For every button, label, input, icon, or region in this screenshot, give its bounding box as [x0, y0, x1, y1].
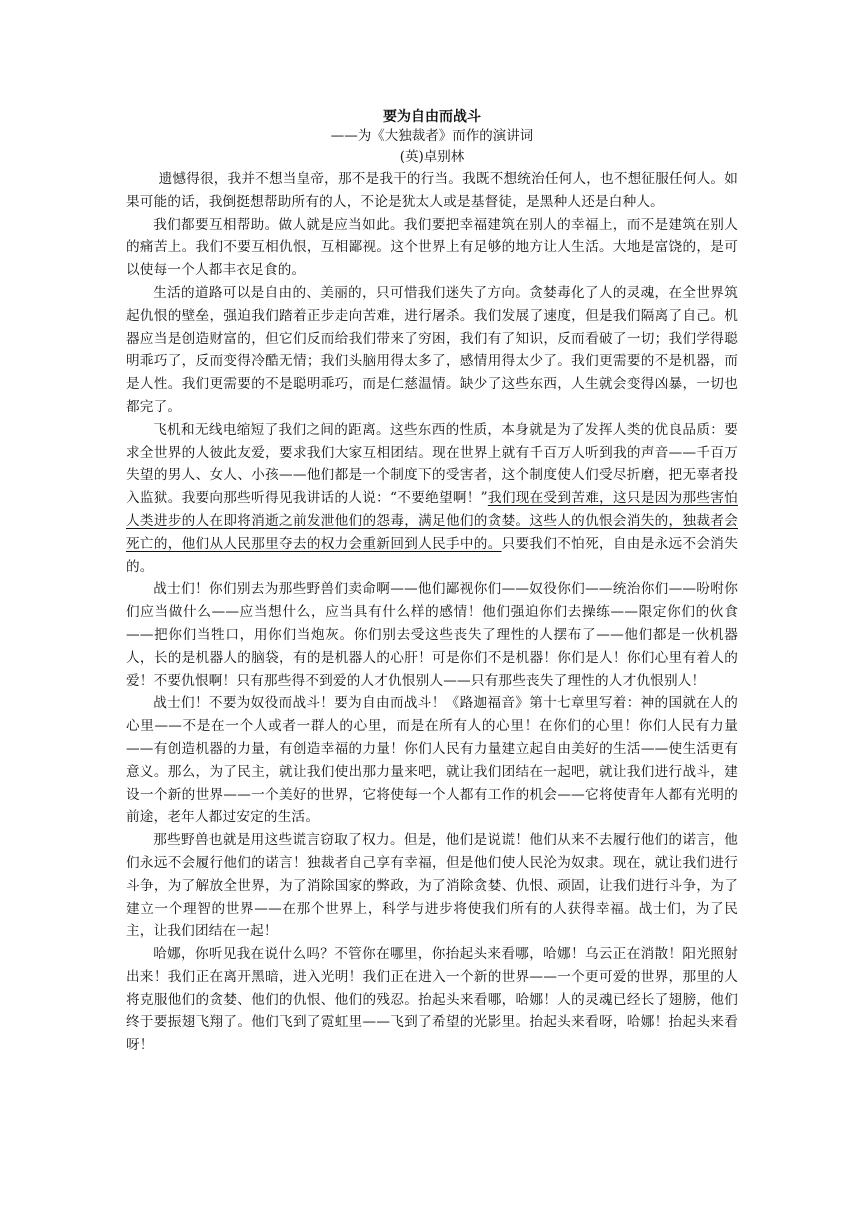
paragraph-1: 遗憾得很，我并不想当皇帝，那不是我干的行当。我既不想统治任何人，也不想征服任何人。如果可能的话，我倒挺想帮助所有的人，不论是犹太人或是基督徒，是黑种人还是白种人。 — [126, 171, 738, 210]
paragraph-2: 我们都要互相帮助。做人就是应当如此。我们要把幸福建筑在别人的幸福上，而不是建筑在别人的痛苦上。我们不要互相仇恨，互相鄙视。这个世界上有足够的地方让人生活。大地是富饶的，是可以使每一个人都丰衣足食的。 — [126, 216, 738, 279]
paragraph-4 — [126, 419, 738, 579]
paragraph-7: 那些野兽也就是用这些谎言窃取了权力。但是，他们是说谎！他们从来不去履行他们的诺言，他们永远不会履行他们的诺言！独裁者自己享有幸福，但是他们使人民沦为奴隶。现在，就让我们进行斗争，为了解放全世界，为了消除国家的弊政，为了消除贪婪、仇恨、顽固，让我们进行斗争，为了建立一个理智的世界——在那个世界上，科学与进步将使我们所有的人获得幸福。战士们，为了民主，让我们团结在一起！ — [126, 832, 738, 940]
paragraph-3: 生活的道路可以是自由的、美丽的，只可惜我们迷失了方向。贪婪毒化了人的灵魂，在全世界筑起仇恨的壁垒，强迫我们踏着正步走向苦难，进行屠杀。我们发展了速度，但是我们隔离了自己。机器应当是创造财富的，但它们反而给我们带来了穷困，我们有了知识，反而看破了一切；我们学得聪明乖巧了，反而变得冷酷无情；我们头脑用得太多了，感情用得太少了。我们更需要的不是机器，而是人性。我们更需要的不是聪明乖巧，而是仁慈温情。缺少了这些东西，人生就会变得凶暴，一切也都完了。 — [126, 284, 738, 415]
paragraph-4-text-before: 飞机和无线电缩短了我们之间的距离。这些东西的性质，本身就是为了发挥人类的优良品质：要求全世界的人彼此友爱，要求我们大家互相团结。现在世界上就有千百万人听到我的声音——千百万失望的男人、女人、小孩——他们都是一个制度下的受害者，这个制度使人们受尽折磨，把无辜者投入监狱。我要向那些听得见我讲话的人说：“不要绝望啊！” — [126, 421, 738, 507]
paragraph-4-text-after: 只要我们不怕死，自由是永远不会消失的。 — [126, 535, 738, 575]
document-subtitle: ——为《大独裁者》而作的演讲词 — [330, 128, 534, 144]
document-page — [126, 108, 738, 1057]
document-title: 要为自由而战斗 — [383, 109, 481, 125]
paragraph-5: 战士们！你们别去为那些野兽们卖命啊——他们鄙视你们——奴役你们——统治你们——吩咐你们应当做什么——应当想什么，应当具有什么样的感情！他们强迫你们去操练——限定你们的伙食——把你们当牲口，用你们当炮灰。你们别去受这些丧失了理性的人摆布了——他们都是一伙机器人，长的是机器人的脑袋，有的是机器人的心肝！可是你们不是机器！你们是人！你们心里有着人的爱！不要仇恨啊！只有那些得不到爱的人才仇恨别人——只有那些丧失了理性的人才仇恨别人！ — [126, 581, 738, 689]
underlined-passage: 我们现在受到苦难，这只是因为那些害怕人类进步的人在即将消逝之前发泄他们的怨毒，满足他们的贪婪。这些人的仇恨会消失的，独裁者会死亡的，他们从人民那里夺去的权力会重新回到人民手中的。 — [126, 490, 738, 552]
paragraph-6: 战士们！不要为奴役而战斗！要为自由而战斗！《路迦福音》第十七章里写着：神的国就在人的心里——不是在一个人或者一群人的心里，而是在所有人的心里！在你们的心里！你们人民有力量——有创造机器的力量，有创造幸福的力量！你们人民有力量建立起自由美好的生活——使生活更有意义。那么，为了民主，就让我们使出那力量来吧，就让我们团结在一起吧，就让我们进行战斗，建设一个新的世界——一个美好的世界，它将使每一个人都有工作的机会——它将使青年人都有光明的前途，老年人都过安定的生活。 — [126, 695, 738, 826]
paragraph-8: 哈娜，你听见我在说什么吗？不管你在哪里，你抬起头来看哪，哈娜！乌云正在消散！阳光照射出来！我们正在离开黑暗，进入光明！我们正在进入一个新的世界——一个更可爱的世界，那里的人将克服他们的贪婪、他们的仇恨、他们的残忍。抬起头来看哪，哈娜！人的灵魂已经长了翅膀，他们终于要振翅飞翔了。他们飞到了霓虹里——飞到了希望的光影里。抬起头来看呀，哈娜！抬起头来看呀！ — [126, 946, 738, 1054]
document-author: (英)卓别林 — [399, 149, 465, 165]
